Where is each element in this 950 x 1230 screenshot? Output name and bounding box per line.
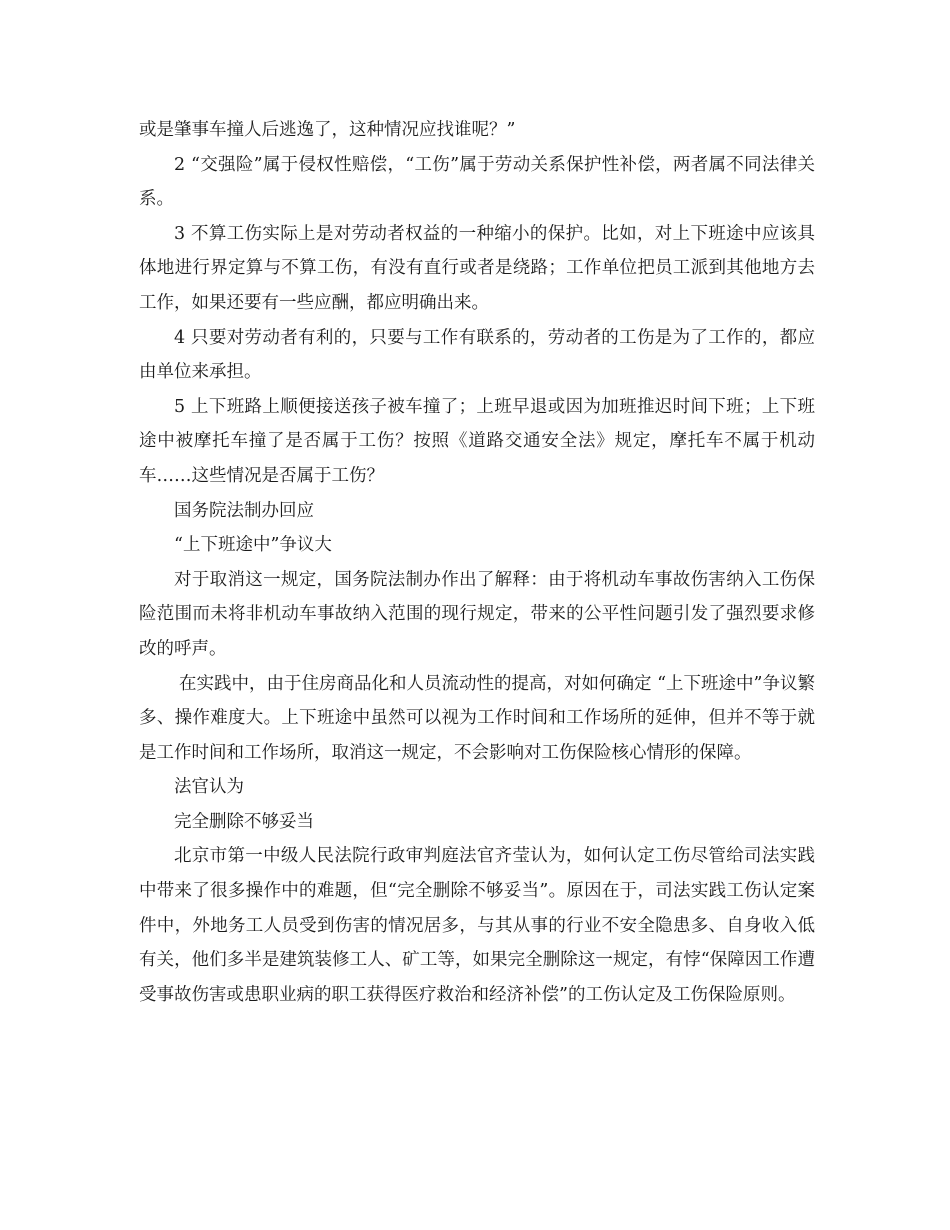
paragraph-point-3: 3 不算工伤实际上是对劳动者权益的一种缩小的保护。比如，对上下班途中应该具体地进行界定算与不算工伤，有没有直行或者是绕路；工作单位把员工派到其他地方去工作，如果还要有一些应酬，都应明确出来。 [139, 223, 815, 313]
paragraph-explanation: 对于取消这一规定，国务院法制办作出了解释：由于将机动车事故伤害纳入工伤保险范围而未将非机动车事故纳入范围的现行规定，带来的公平性问题引发了强烈要求修改的呼声。 [139, 569, 815, 659]
paragraph-judge-statement: 北京市第一中级人民法院行政审判庭法官齐莹认为，如何认定工伤尽管给司法实践中带来了很多操作中的难题，但“完全删除不够妥当”。原因在于，司法实践工伤认定案件中，外地务工人员受到伤害的情况居多，与其从事的行业不安全隐患多、自身收入低有关，他们多半是建筑装修工人、矿工等，如果完全删除这一规定，有悖“保障因工作遭受事故伤害或患职业病的职工获得医疗救治和经济补偿”的工伤认定及工伤保险原则。 [139, 846, 815, 1005]
section-heading-judge-opinion: 法官认为 [174, 777, 244, 798]
paragraph-point-4: 4 只要对劳动者有利的，只要与工作有联系的，劳动者的工伤是为了工作的，都应由单位来承担。 [139, 327, 815, 383]
paragraph-practice: 在实践中，由于住房商品化和人员流动性的提高，对如何确定 “上下班途中”争议繁多、操作难度大。上下班途中虽然可以视为工作时间和工作场所的延伸，但并不等于就是工作时间和工作场所，取消这一规定，不会影响对工伤保险核心情形的保障。 [139, 673, 815, 763]
paragraph-point-2: 2 “交强险”属于侵权性赔偿，“工伤”属于劳动关系保护性补偿，两者属不同法律关系。 [139, 154, 815, 210]
section-subheading-not-appropriate: 完全删除不够妥当 [174, 811, 314, 832]
section-heading-state-council: 国务院法制办回应 [174, 500, 314, 521]
section-subheading-commute-dispute: “上下班途中”争议大 [174, 535, 332, 556]
paragraph-point-5: 5 上下班路上顺便接送孩子被车撞了；上班早退或因为加班推迟时间下班；上下班途中被摩托车撞了是否属于工伤？按照《道路交通安全法》规定，摩托车不属于机动车……这些情况是否属于工伤？ [139, 396, 815, 486]
document-body [139, 113, 815, 1012]
paragraph-continuation: 或是肇事车撞人后逃逸了，这种情况应找谁呢？” [139, 120, 516, 140]
